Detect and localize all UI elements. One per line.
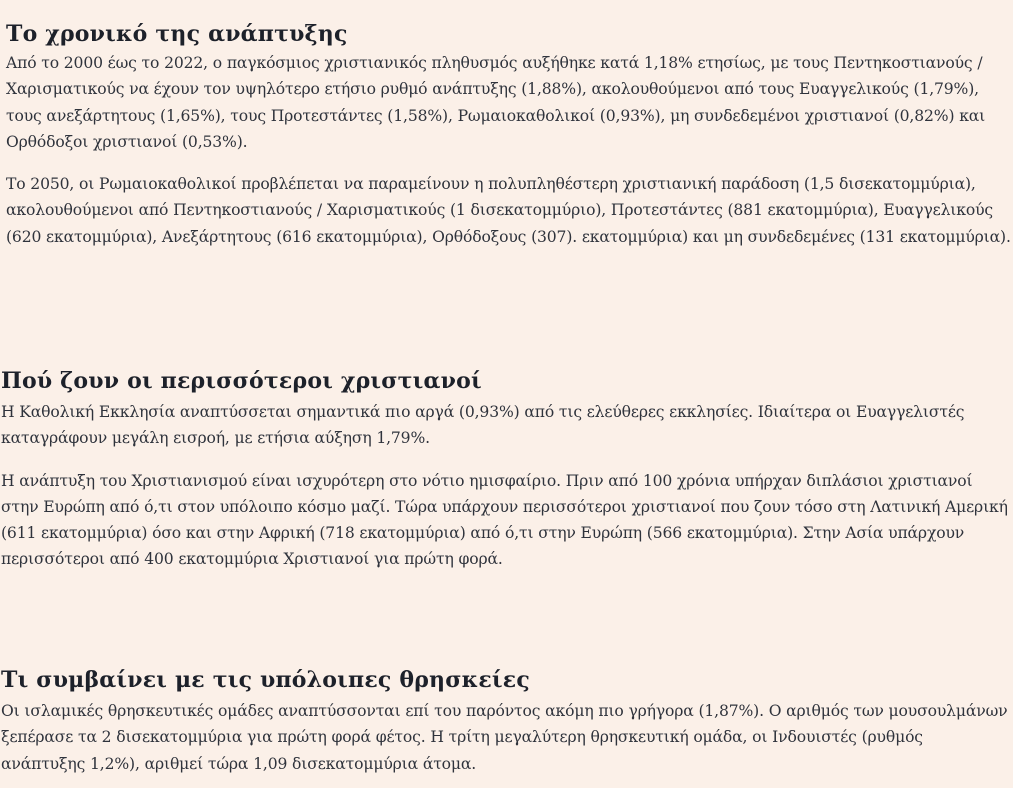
other-religions-paragraph: Οι ισλαμικές θρησκευτικές ομάδες αναπτύσσονται επί του παρόντος ακόμη πιο γρήγορα (1,87%). Ο αριθμός των μουσουλμάνων ξεπέρασε τα 2 δισεκατομμύρια για πρώτη φορά φέτος. Η τρίτη μεγαλύτερη θρησκευτική ομάδα, οι Ινδουιστές (ρυθμός ανάπτυξης 1,2%), αριθμεί τώρα 1,09 δισεκατομμύρια άτομα. <box>1 702 1008 773</box>
growth-paragraph-rates: Από το 2000 έως το 2022, ο παγκόσμιος χριστιανικός πληθυσμός αυξήθηκε κατά 1,18% ετησίως, με τους Πεντηκοστιανούς / Χαρισματικούς να έχουν τον υψηλότερο ετήσιο ρυθμό ανάπτυξης (1,88%), ακολουθούμενοι από τους Ευαγγελικούς (1,79%), τους ανεξάρτητους (1,65%), τους Προτεστάντες (1,58%), Ρωμαιοκαθολικοί (0,93%), μη συνδεδεμένοι χριστιανοί (0,82%) και Ορθόδοξοι χριστιανοί (0,53%). <box>6 54 986 151</box>
where-heading: Πού ζουν οι περισσότεροι χριστιανοί <box>1 368 482 394</box>
other-religions-section <box>1 666 1011 777</box>
growth-heading: Το χρονικό της ανάπτυξης <box>6 21 348 47</box>
growth-paragraph-forecast: Το 2050, οι Ρωμαιοκαθολικοί προβλέπεται να παραμείνουν η πολυπληθέστερη χριστιανική παράδοση (1,5 δισεκατομμύρια), ακολουθούμενοι από Πεντηκοστιανούς / Χαρισματικούς (1 δισεκατομμύριο), Προτεστάντες (881 εκατομμύρια), Ευαγγελικούς (620 εκατομμύρια), Ανεξάρτητους (616 εκατομμύρια), Ορθόδοξους (307). εκατομμύρια) και μη συνδεδεμένες (131 εκατομμύρια). <box>6 175 1011 246</box>
where-paragraph-south: Η ανάπτυξη του Χριστιανισμού είναι ισχυρότερη στο νότιο ημισφαίριο. Πριν από 100 χρόνια υπήρχαν διπλάσιοι χριστιανοί στην Ευρώπη από ό,τι στον υπόλοιπο κόσμο μαζί. Τώρα υπάρχουν περισσότεροι χριστιανοί που ζουν τόσο στη Λατινική Αμερική (611 εκατομμύρια) όσο και στην Αφρική (718 εκατομμύρια) από ό,τι στην Ευρώπη (566 εκατομμύρια). Στην Ασία υπάρχουν περισσότεροι από 400 εκατομμύρια Χριστιανοί για πρώτη φορά. <box>1 471 1008 569</box>
growth-section-viewport[interactable] <box>0 0 1013 352</box>
where-paragraph-catholic: Η Καθολική Εκκλησία αναπτύσσεται σημαντικά πιο αργά (0,93%) από τις ελεύθερες εκκλησίες. Ιδιαίτερα οι Ευαγγελιστές καταγράφουν μεγάλη εισροή, με ετήσια αύξηση 1,79%. <box>1 403 965 448</box>
growth-section <box>6 20 1011 250</box>
where-section <box>1 367 1011 573</box>
other-religions-heading: Τι συμβαίνει με τις υπόλοιπες θρησκείες <box>1 667 530 693</box>
